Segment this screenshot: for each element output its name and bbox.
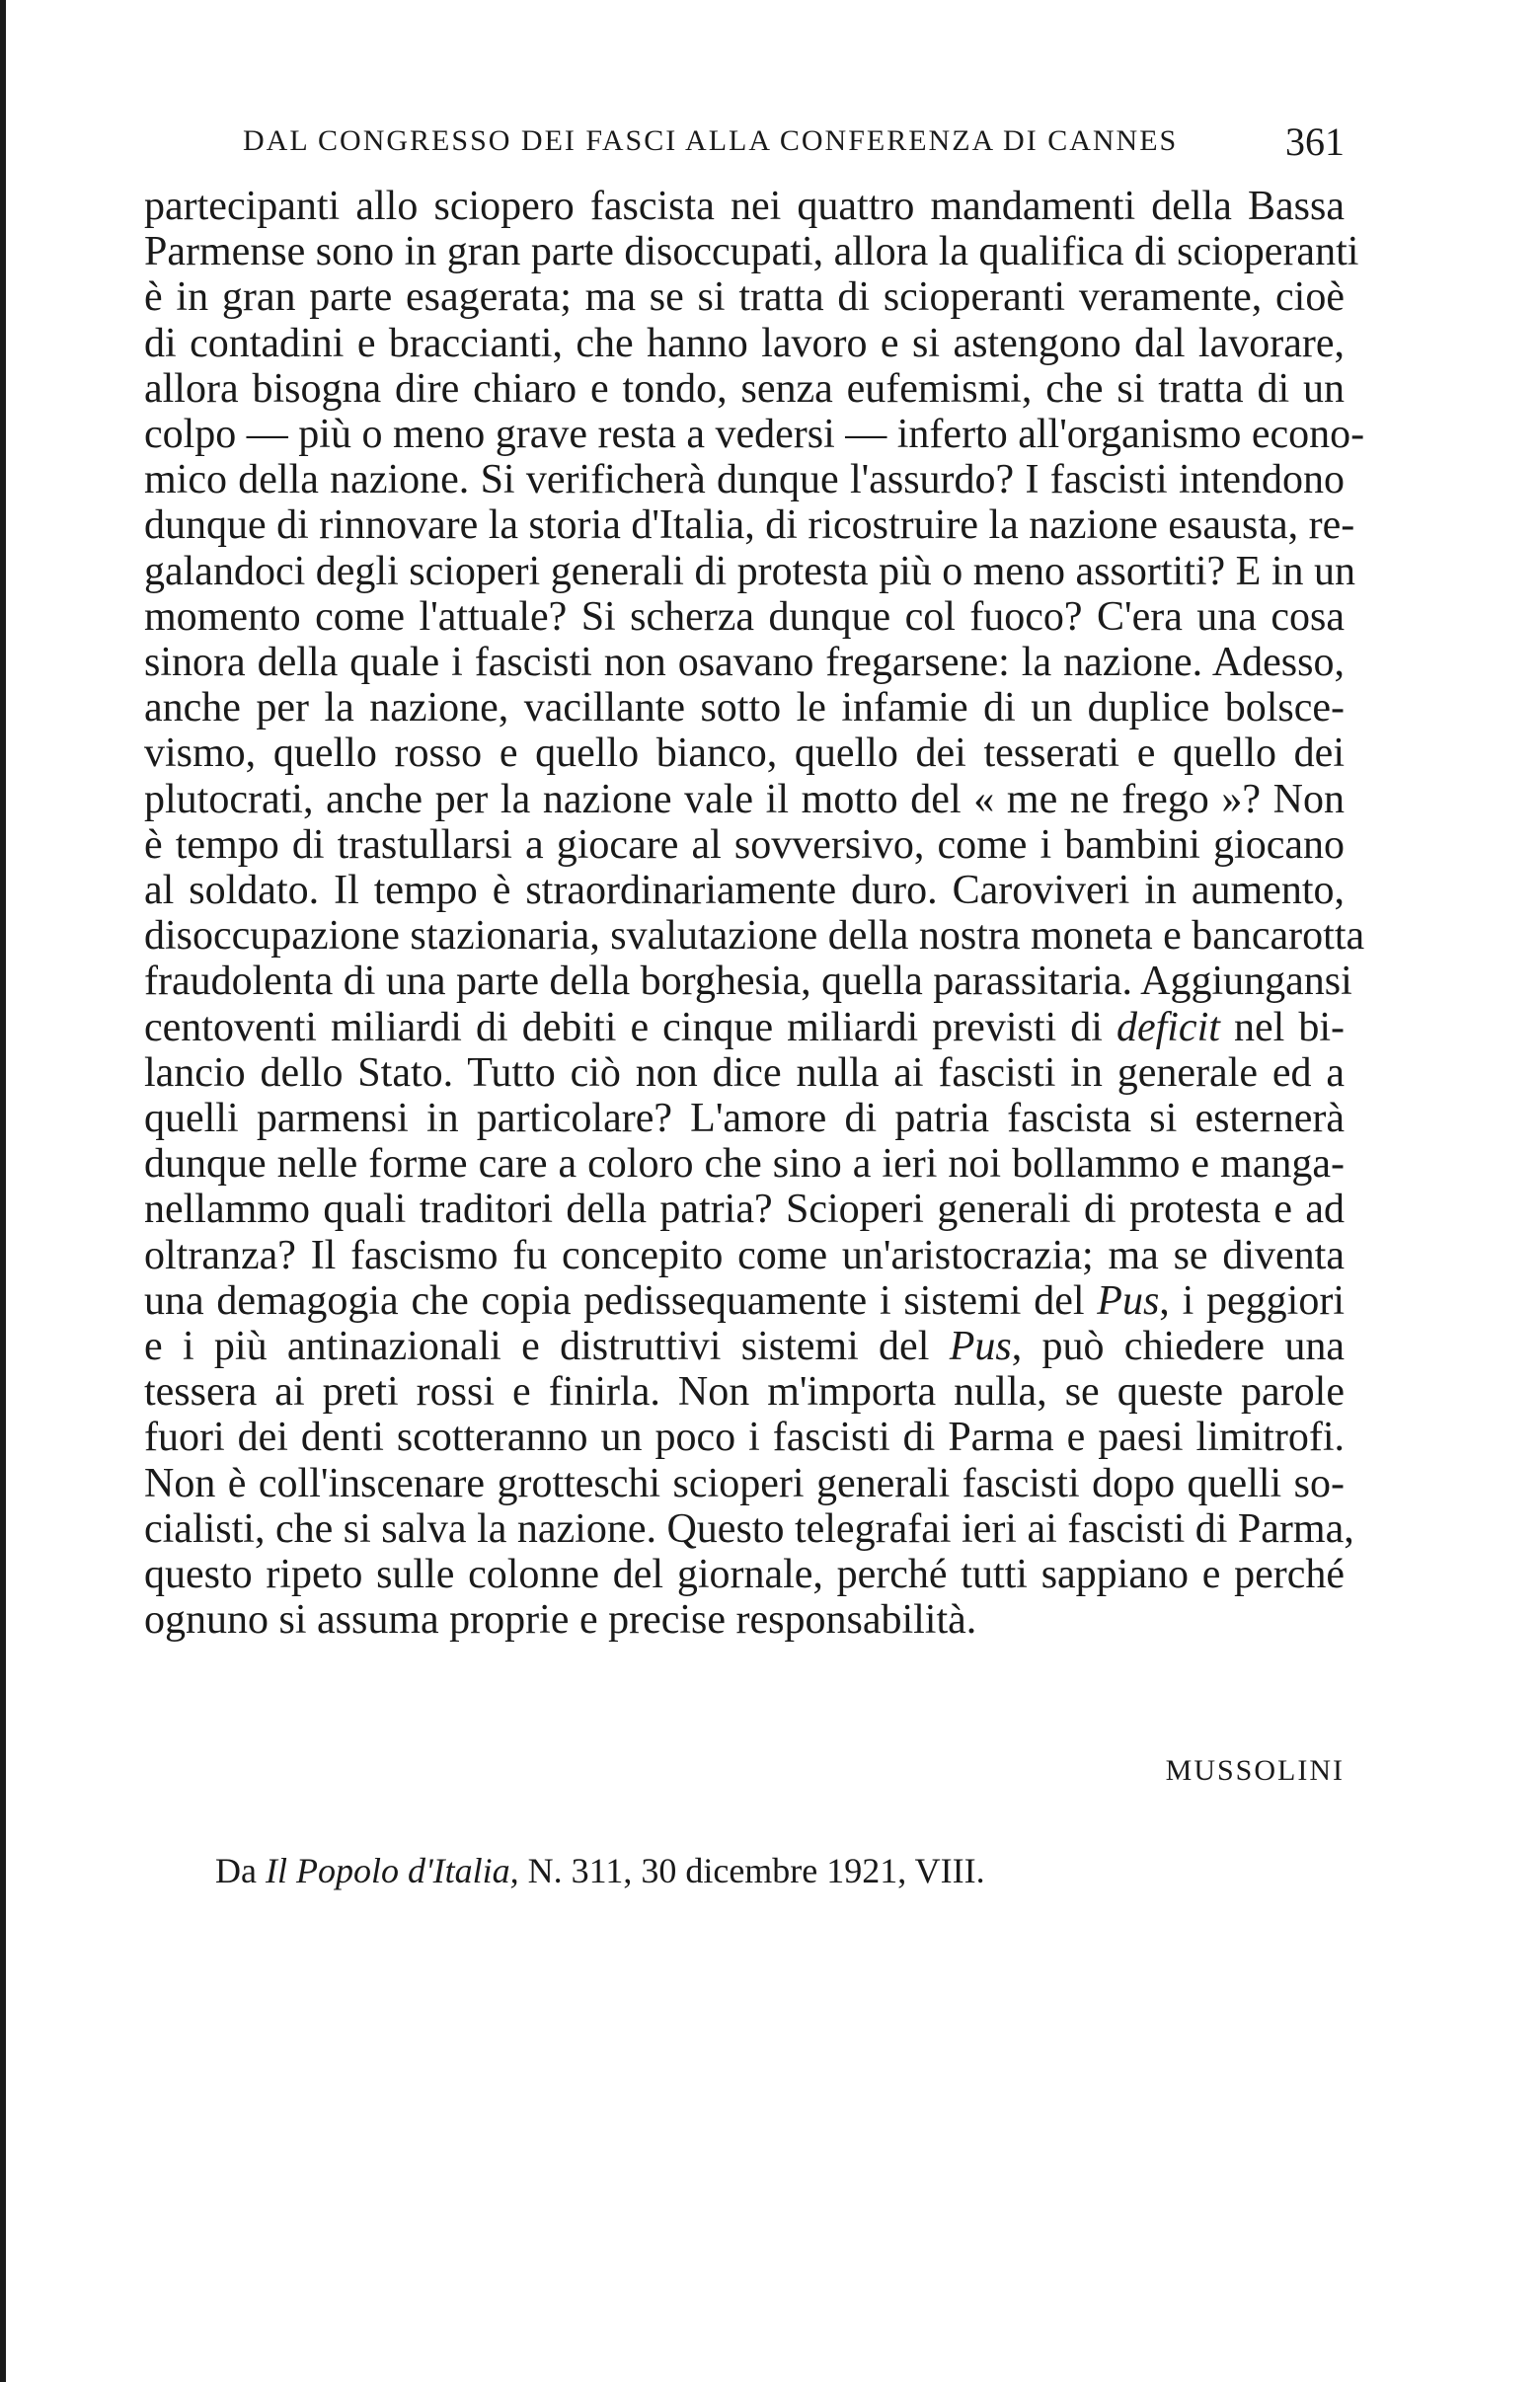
text-line: galandoci degli scioperi generali di protesta più o meno assortiti? E in un [144,548,1356,594]
text-line: Non è coll'inscenare grotteschi scioperi generali fascisti dopo quelli so- [144,1460,1345,1506]
text-line [144,1324,1345,1369]
text-line: ognuno si assuma proprie e precise responsabilità. [144,1597,977,1644]
page-header [144,118,1345,174]
text-line-segment: , i peggiori [1159,1277,1345,1324]
source-title: Il Popolo d'Italia, [265,1851,519,1890]
text-line-segment: centoventi miliardi di debiti e cinque miliardi previsti di [144,1004,1116,1050]
text-line: è tempo di trastullarsi a giocare al sovversivo, come i bambini giocano [144,821,1345,868]
text-line-segment: e i più antinazionali e distruttivi sistemi del [144,1324,950,1370]
text-line: disoccupazione stazionaria, svalutazione della nostra moneta e bancarotta [144,913,1365,960]
text-line: vismo, quello rosso e quello bianco, quello dei tesserati e quello dei [144,730,1345,777]
text-line: plutocrati, anche per la nazione vale il motto del « me ne frego »? Non [144,776,1345,822]
text-line: dunque nelle forme care a coloro che sino a ieri noi bollammo e manga- [144,1141,1345,1188]
page-left-edge [0,0,6,2382]
source-suffix: N. 311, 30 dicembre 1921, VIII. [518,1851,985,1890]
text-line: momento come l'attuale? Si scherza dunque col fuoco? C'era una cosa [144,593,1345,640]
text-line: lancio dello Stato. Tutto ciò non dice nulla ai fascisti in generale ed a [144,1049,1345,1096]
text-line: oltranza? Il fascismo fu concepito come un'aristocrazia; ma se diventa [144,1232,1345,1278]
text-line: tessera ai preti rossi e finirla. Non m'importa nulla, se queste parole [144,1369,1345,1416]
text-line: quelli parmensi in particolare? L'amore di patria fascista si esternerà [144,1096,1345,1142]
text-line: al soldato. Il tempo è straordinariamente duro. Caroviveri in aumento, [144,868,1345,914]
italic-term: Pus [1097,1277,1160,1324]
text-line: di contadini e braccianti, che hanno lavoro e si astengono dal lavorare, [144,320,1345,366]
text-line: anche per la nazione, vacillante sotto le infamie di un duplice bolsce- [144,685,1345,731]
page-number: 361 [1285,119,1345,164]
text-line [144,1278,1345,1324]
text-line: nellammo quali traditori della patria? Scioperi generali di protesta e ad [144,1187,1345,1233]
source-citation [215,1850,985,1891]
text-line: partecipanti allo sciopero fascista nei quattro mandamenti della Bassa [144,184,1345,229]
italic-term: Pus [949,1324,1012,1370]
text-line: questo ripeto sulle colonne del giornale, perché tutti sappiano e perché [144,1552,1345,1598]
text-line: allora bisogna dire chiaro e tondo, senza eufemismi, che si tratta di un [144,365,1345,412]
running-head: DAL CONGRESSO DEI FASCI ALLA CONFERENZA DI CANNES [243,124,1179,157]
text-line: cialisti, che si salva la nazione. Questo telegrafai ieri ai fascisti di Parma, [144,1505,1354,1552]
source-prefix: Da [215,1851,266,1890]
body-text [144,184,1365,1644]
text-line: mico della nazione. Si verificherà dunque l'assurdo? I fascisti intendono [144,457,1345,503]
text-line: dunque di rinnovare la storia d'Italia, di ricostruire la nazione esausta, re- [144,502,1355,549]
text-line: sinora della quale i fascisti non osavano fregarsene: la nazione. Adesso, [144,640,1345,686]
text-line [144,1005,1345,1050]
text-line-segment: una demagogia che copia pedissequamente i sistemi del [144,1277,1098,1324]
text-line-segment: nel bi- [1219,1004,1346,1050]
text-line-segment: , può chiedere una [1011,1324,1345,1370]
text-line: Parmense sono in gran parte disoccupati, allora la qualifica di scioperanti [144,229,1359,275]
author-signature: MUSSOLINI [1165,1754,1345,1787]
italic-term: deficit [1116,1004,1220,1050]
text-line: è in gran parte esagerata; ma se si tratta di scioperanti veramente, cioè [144,274,1345,321]
text-line: fuori dei denti scotteranno un poco i fascisti di Parma e paesi limitrofi. [144,1415,1345,1461]
text-line: colpo — più o meno grave resta a vedersi — inferto all'organismo econo- [144,412,1365,458]
text-line: fraudolenta di una parte della borghesia, quella parassitaria. Aggiungansi [144,959,1352,1005]
